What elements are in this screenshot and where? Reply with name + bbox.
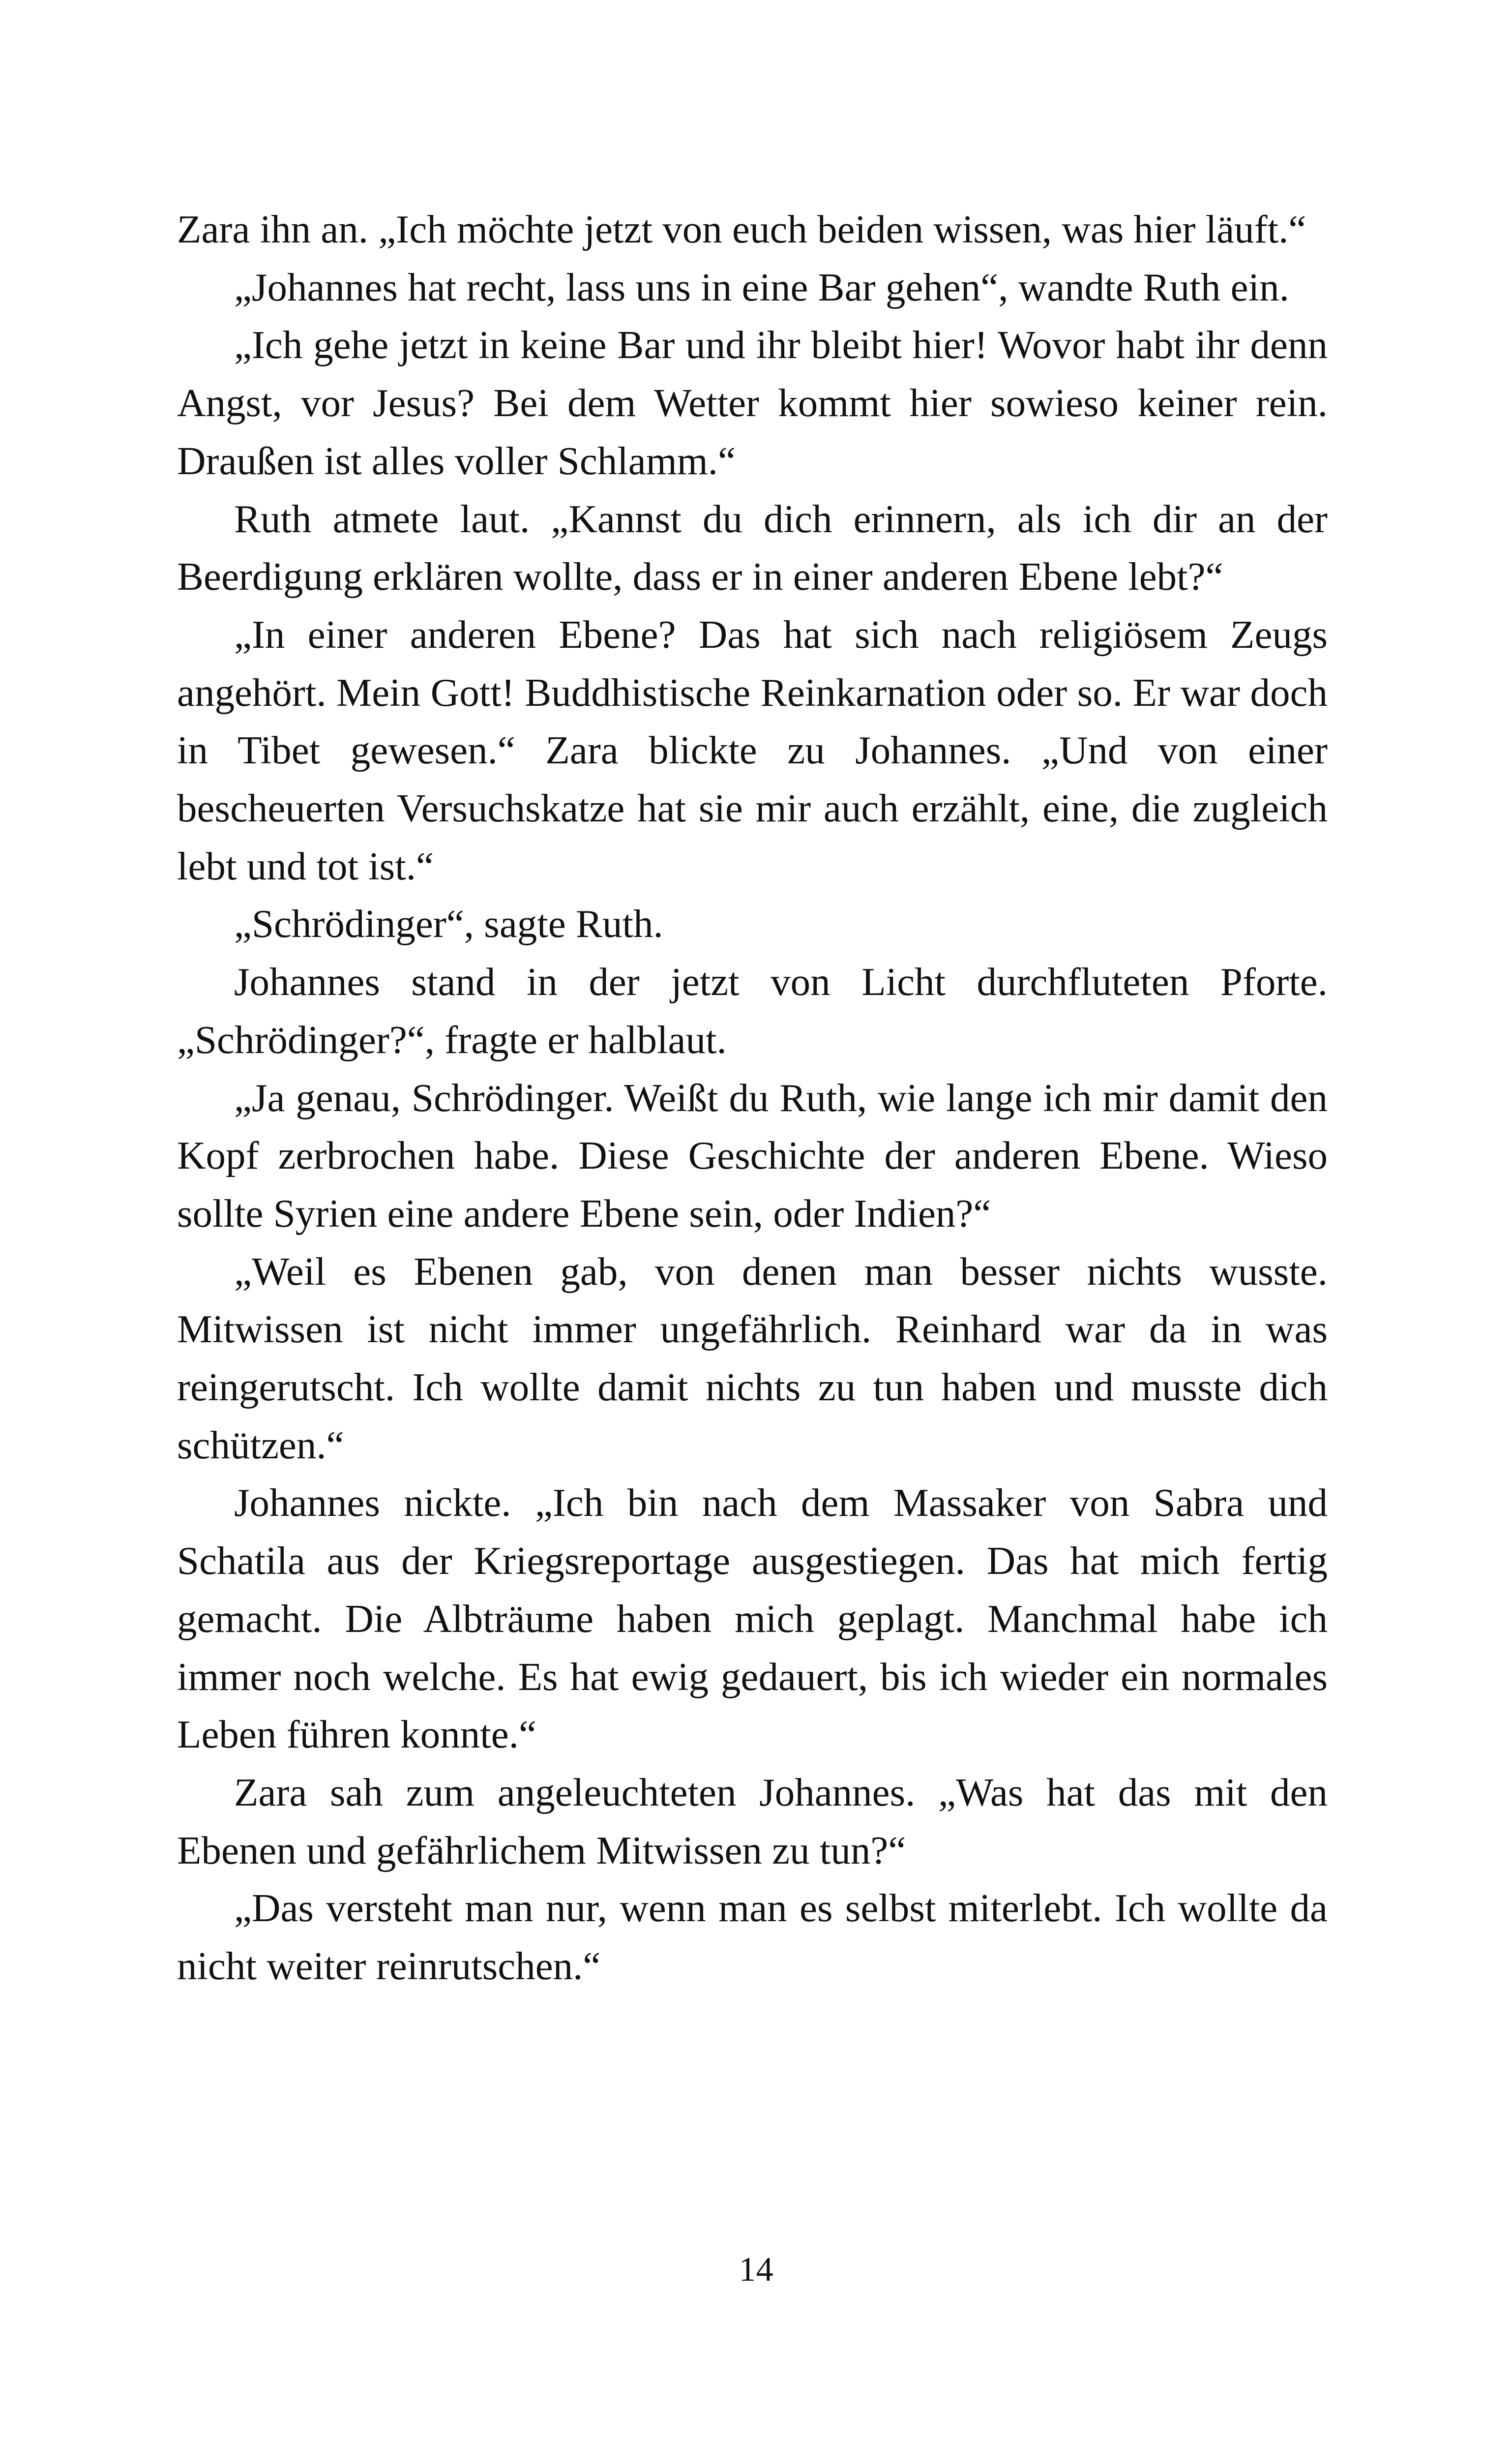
paragraph: Johannes nickte. „Ich bin nach dem Massaker von Sabra und Schatila aus der Kriegsreportage ausgestiegen. Das hat mich fertig gemacht. Die Albträume haben mich geplagt. Manchmal habe ich immer noch welche. Es hat ewig gedauert, bis ich wieder ein normales Leben führen konnte.“ <box>177 1480 1328 1757</box>
body-text <box>177 201 1328 1995</box>
paragraph: „Ja genau, Schrödinger. Weißt du Ruth, wie lange ich mir damit den Kopf zerbrochen habe. Diese Geschichte der anderen Ebene. Wieso sollte Syrien eine andere Ebene sein, oder Indien?“ <box>177 1075 1328 1236</box>
paragraph: „Ich gehe jetzt in keine Bar und ihr bleibt hier! Wovor habt ihr denn Angst, vor Jesus? Bei dem Wetter kommt hier sowieso keiner rein. Draußen ist alles voller Schlamm.“ <box>177 323 1328 483</box>
paragraph: Zara sah zum angeleuchteten Johannes. „Was hat das mit den Ebenen und gefährlichem Mitwissen zu tun?“ <box>177 1770 1328 1872</box>
paragraph: Zara ihn an. „Ich möchte jetzt von euch beiden wissen, was hier läuft.“ <box>177 207 1306 251</box>
paragraph: Johannes stand in der jetzt von Licht durchfluteten Pforte. „Schrödinger?“, fragte er halblaut. <box>177 960 1328 1062</box>
page-number: 14 <box>739 2251 773 2289</box>
paragraph: „In einer anderen Ebene? Das hat sich nach religiösem Zeugs angehört. Mein Gott! Buddhistische Reinkarnation oder so. Er war doch in Tibet gewesen.“ Zara blickte zu Johannes. „Und von einer bescheuerten Versuchskatze hat sie mir auch erzählt, eine, die zugleich lebt und tot ist.“ <box>177 612 1328 888</box>
paragraph: Ruth atmete laut. „Kannst du dich erinnern, als ich dir an der Beerdigung erklären wollte, dass er in einer anderen Ebene lebt?“ <box>177 496 1328 599</box>
paragraph: „Das versteht man nur, wenn man es selbst miterlebt. Ich wollte da nicht weiter reinrutschen.“ <box>177 1886 1328 1989</box>
paragraph: „Johannes hat recht, lass uns in eine Bar gehen“, wandte Ruth ein. <box>234 265 1289 309</box>
paragraph: „Weil es Ebenen gab, von denen man besser nichts wusste. Mitwissen ist nicht immer ungefährlich. Reinhard war da in was reingerutscht. Ich wollte damit nichts zu tun haben und musste dich schützen.“ <box>177 1249 1328 1467</box>
paragraph: „Schrödinger“, sagte Ruth. <box>234 902 663 946</box>
